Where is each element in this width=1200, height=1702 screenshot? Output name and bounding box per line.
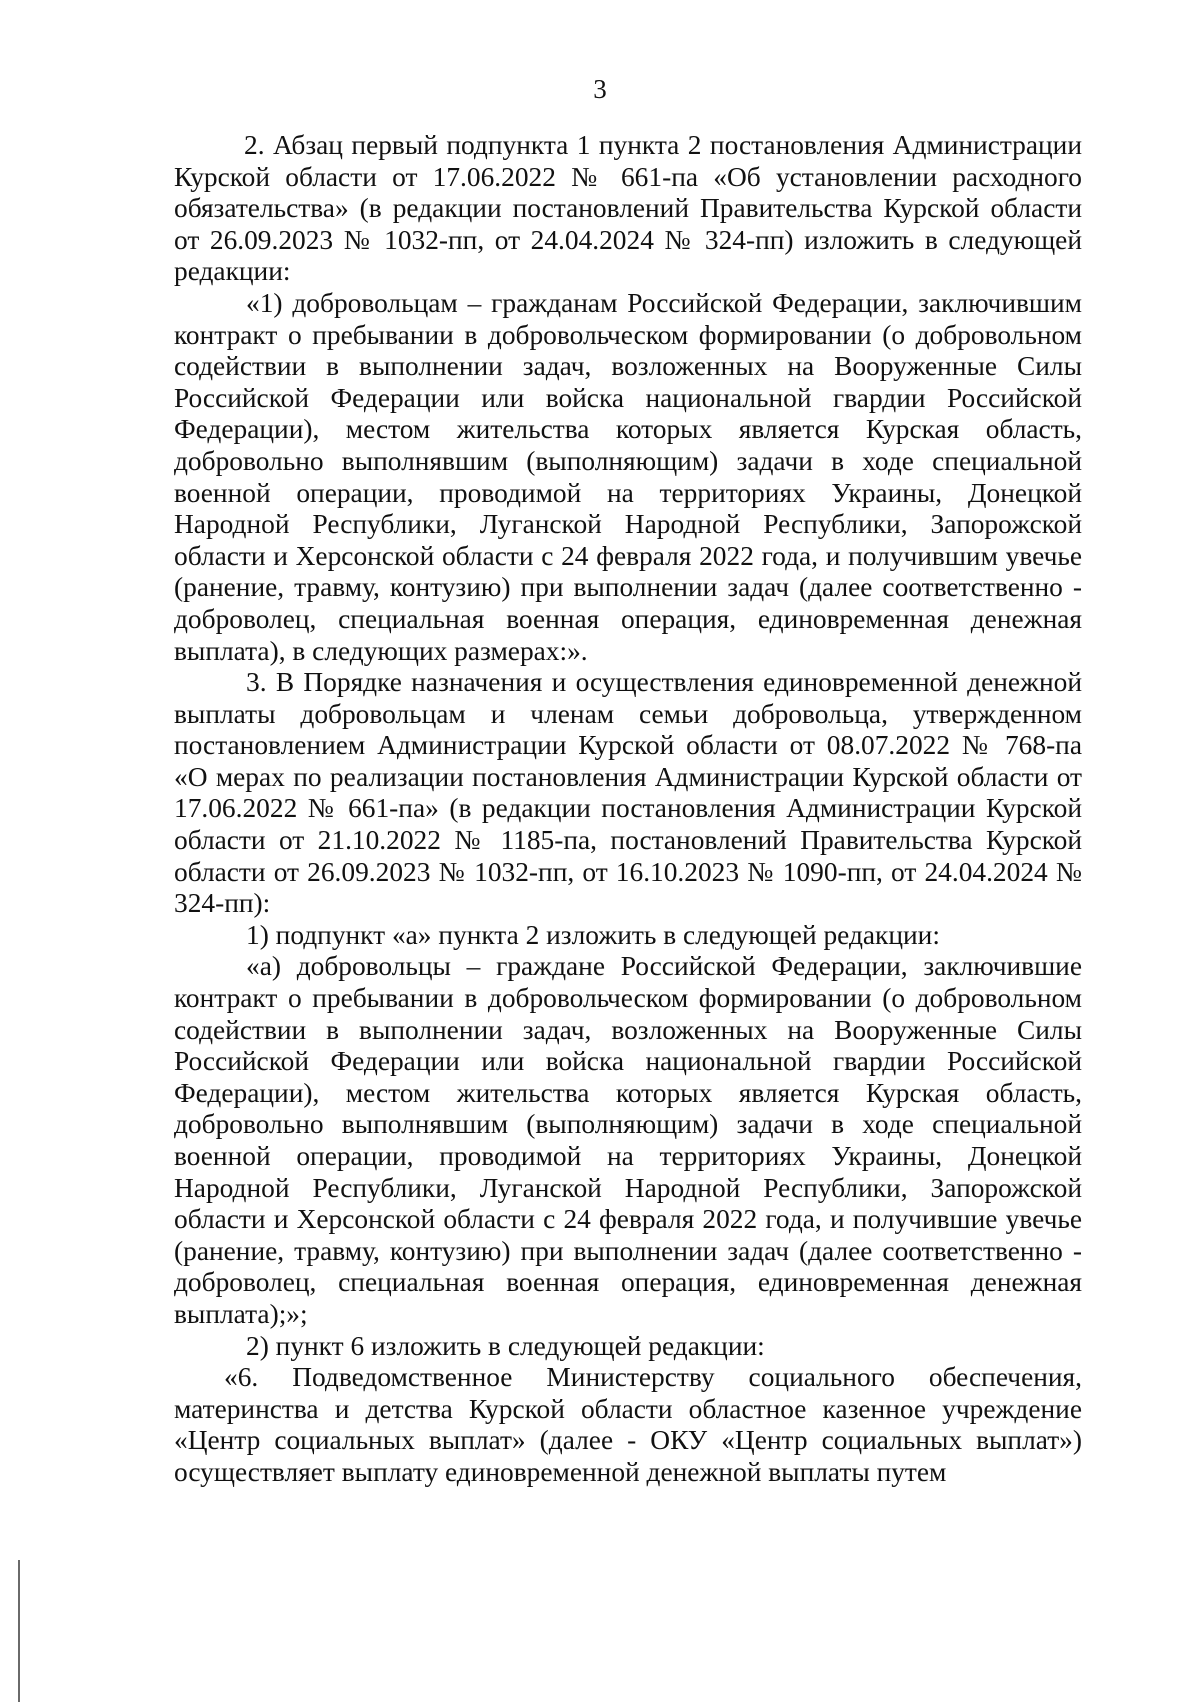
document-body bbox=[174, 130, 1082, 1489]
paragraph-item-3: 3. В Порядке назначения и осуществления единовременной денежной выплаты добровольцам и членам семьи добровольца, утвержденном постановлением Администрации Курской области от 08.07.2022 № 768-па «О мерах по реализации постановления Администрации Курской области от 17.06.2022 № 661-па» (в редакции постановления Администрации Курской области от 21.10.2022 № 1185-па, постановлений Правительства Курской области от 26.09.2023 № 1032-пп, от 16.10.2023 № 1090-пп, от 24.04.2024 № 324-пп): bbox=[174, 667, 1082, 919]
scan-edge-line bbox=[18, 1560, 20, 1702]
paragraph-item-2: 2. Абзац первый подпункта 1 пункта 2 постановления Администрации Курской области от 17.06.2022 № 661-па «Об установлении расходного обязательства» (в редакции постановлений Правительства Курской области от 26.09.2023 № 1032-пп, от 24.04.2024 № 324-пп) изложить в следующей редакции: bbox=[174, 130, 1082, 287]
paragraph-item-6-text: «6. Подведомственное Министерству социального обеспечения, материнства и детства Курской области областное казенное учреждение «Центр социальных выплат» (далее - ОКУ «Центр социальных выплат») осуществляет выплату единовременной денежной выплаты путем bbox=[174, 1362, 1082, 1487]
paragraph-change-2: 2) пункт 6 изложить в следующей редакции: bbox=[246, 1330, 765, 1361]
paragraph-subitem-a-text: «а) добровольцы – граждане Российской Федерации, заключившие контракт о пребывании в добровольческом формировании (о добровольном содействии в выполнении задач, возложенных на Вооруженные Силы Российской Федерации или войска национальной гвардии Российской Федерации), местом жительства которых является Курская область, добровольно выполнявшим (выполняющим) задачи в ходе специальной военной операции, проводимой на территориях Украины, Донецкой Народной Республики, Луганской Народной Республики, Запорожской области и Херсонской области с 24 февраля 2022 года, и получившие увечье (ранение, травму, контузию) при выполнении задач (далее соответственно - доброволец, специальная военная операция, единовременная денежная выплата);»; bbox=[174, 951, 1082, 1329]
page-number: 3 bbox=[593, 74, 607, 104]
paragraph-change-1: 1) подпункт «а» пункта 2 изложить в следующей редакции: bbox=[246, 919, 940, 950]
paragraph-subitem-1-text: «1) добровольцам – гражданам Российской Федерации, заключившим контракт о пребывании в добровольческом формировании (о добровольном содействии в выполнении задач, возложенных на Вооруженные Силы Российской Федерации или войска национальной гвардии Российской Федерации), местом жительства которых является Курская область, добровольно выполнявшим (выполняющим) задачи в ходе специальной военной операции, проводимой на территориях Украины, Донецкой Народной Республики, Луганской Народной Республики, Запорожской области и Херсонской области с 24 февраля 2022 года, и получившим увечье (ранение, травму, контузию) при выполнении задач (далее соответственно - доброволец, специальная военная операция, единовременная денежная выплата), в следующих размерах:». bbox=[174, 287, 1082, 666]
